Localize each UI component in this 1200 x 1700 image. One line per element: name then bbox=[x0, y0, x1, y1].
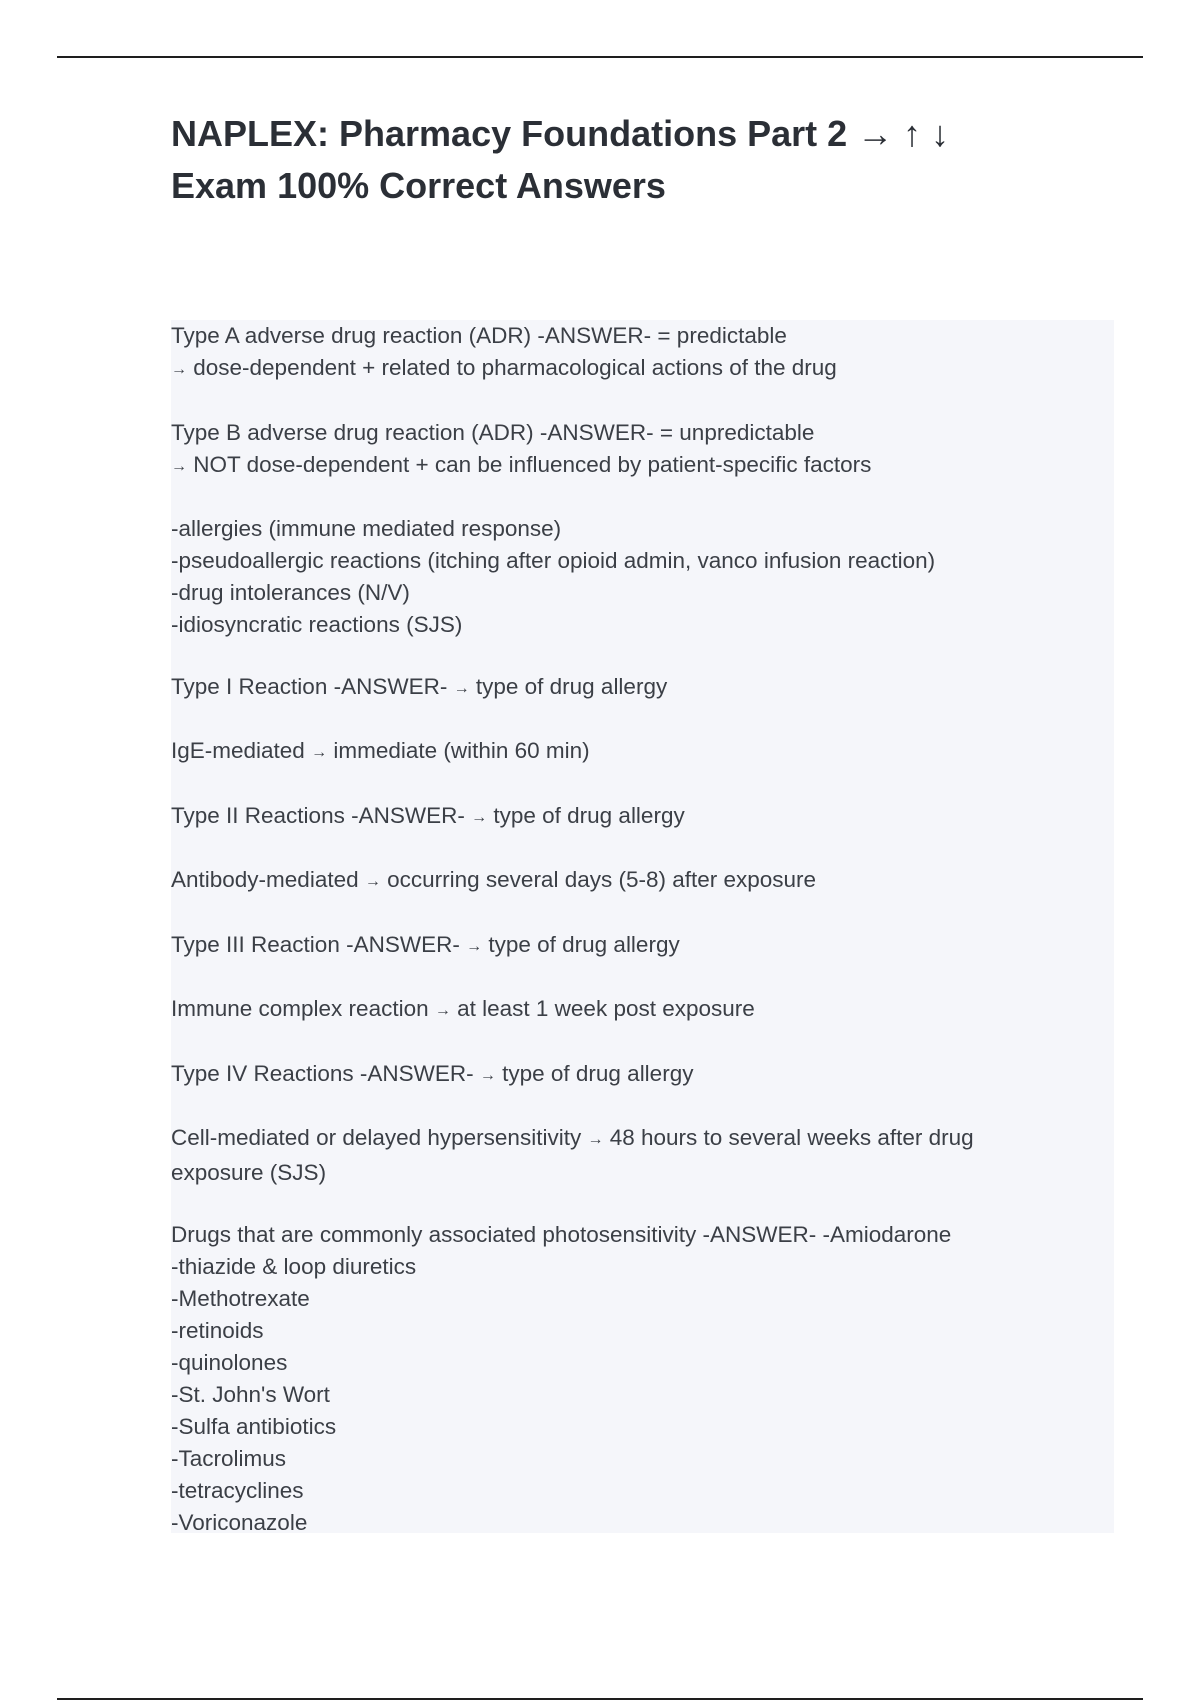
text-line: Type I Reaction -ANSWER- → type of drug allergy bbox=[171, 673, 668, 699]
arrow-icon: → bbox=[466, 937, 483, 955]
arrow-icon: → bbox=[479, 1066, 496, 1084]
answer-content-block bbox=[171, 320, 1114, 1533]
qa-paragraph bbox=[171, 993, 1114, 1028]
qa-paragraph bbox=[171, 1058, 1114, 1093]
arrow-icon: → bbox=[364, 873, 381, 890]
text-line: -allergies (immune mediated response) bbox=[171, 516, 562, 541]
top-rule bbox=[57, 56, 1143, 58]
text-line: Cell-mediated or delayed hypersensitivity → 48 hours to several weeks after drug bbox=[171, 1125, 974, 1150]
text-line: -St. John's Wort bbox=[171, 1381, 330, 1407]
qa-paragraph bbox=[171, 671, 1114, 706]
text-line: IgE-mediated → immediate (within 60 min) bbox=[171, 738, 590, 763]
title-line-1: NAPLEX: Pharmacy Foundations Part 2 → ↑ ↓ bbox=[171, 113, 950, 154]
text-line: -pseudoallergic reactions (itching after opioid admin, vanco infusion reaction) bbox=[171, 548, 936, 573]
text-line: -Methotrexate bbox=[171, 1285, 310, 1311]
qa-paragraph bbox=[171, 800, 1114, 835]
text-line: Immune complex reaction → at least 1 week post exposure bbox=[171, 996, 755, 1021]
arrow-icon: → bbox=[587, 1131, 604, 1148]
text-line: -tetracyclines bbox=[171, 1477, 304, 1503]
arrow-icon: → bbox=[453, 679, 470, 697]
text-line: -Voriconazole bbox=[171, 1509, 308, 1535]
text-line: Type III Reaction -ANSWER- → type of drug allergy bbox=[171, 931, 680, 957]
document-title bbox=[171, 108, 1071, 212]
text-line: Type IV Reactions -ANSWER- → type of drug allergy bbox=[171, 1060, 694, 1086]
text-line: -idiosyncratic reactions (SJS) bbox=[171, 612, 463, 637]
qa-paragraph bbox=[171, 320, 1114, 387]
qa-paragraph bbox=[171, 1219, 1114, 1539]
qa-paragraph bbox=[171, 1122, 1114, 1189]
arrow-icon: → bbox=[171, 361, 187, 378]
text-line: -Tacrolimus bbox=[171, 1445, 287, 1471]
qa-paragraph bbox=[171, 929, 1114, 964]
arrow-icon: → bbox=[171, 457, 187, 475]
text-line: -thiazide & loop diuretics bbox=[171, 1253, 417, 1279]
text-line: → dose-dependent + related to pharmacological actions of the drug bbox=[171, 355, 837, 380]
arrow-icon: → bbox=[434, 1002, 451, 1019]
qa-paragraph bbox=[171, 513, 1114, 641]
text-line: -quinolones bbox=[171, 1349, 288, 1375]
text-line: Type A adverse drug reaction (ADR) -ANSWER- = predictable bbox=[171, 323, 787, 348]
text-line: Type B adverse drug reaction (ADR) -ANSWER- = unpredictable bbox=[171, 419, 815, 445]
text-line: -drug intolerances (N/V) bbox=[171, 580, 410, 605]
qa-paragraph bbox=[171, 735, 1114, 770]
text-line: exposure (SJS) bbox=[171, 1160, 327, 1185]
title-line-2: Exam 100% Correct Answers bbox=[171, 165, 666, 206]
text-line: -retinoids bbox=[171, 1317, 264, 1343]
arrow-icon: → bbox=[311, 744, 328, 761]
text-line: Drugs that are commonly associated photosensitivity -ANSWER- -Amiodarone bbox=[171, 1221, 952, 1247]
qa-paragraph bbox=[171, 864, 1114, 899]
text-line: → NOT dose-dependent + can be influenced by patient-specific factors bbox=[171, 451, 872, 477]
text-line: Antibody-mediated → occurring several days (5-8) after exposure bbox=[171, 867, 817, 892]
text-line: -Sulfa antibiotics bbox=[171, 1413, 337, 1439]
arrow-icon: → bbox=[471, 808, 488, 826]
text-line: Type II Reactions -ANSWER- → type of drug allergy bbox=[171, 802, 685, 828]
qa-paragraph bbox=[171, 417, 1114, 484]
